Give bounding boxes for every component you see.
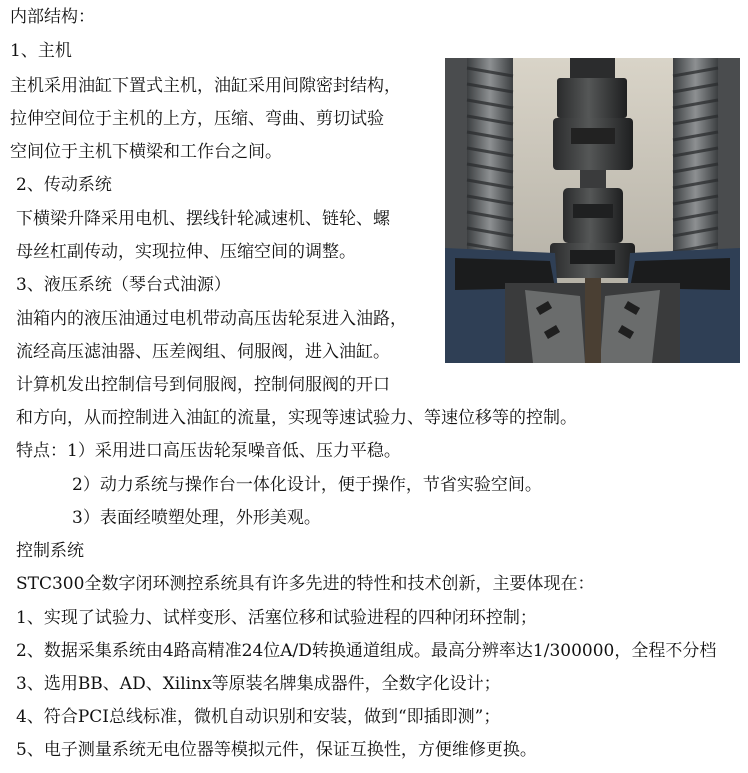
transmission-line-1: 下横梁升降采用电机、摆线针轮减速机、链轮、螺 <box>16 209 390 229</box>
hydraulic-line-4: 和方向，从而控制进入油缸的流量，实现等速试验力、等速位移等的控制。 <box>16 408 577 428</box>
control-item-4: 4、符合PCI总线标准，微机自动识别和安装，做到“即插即测”； <box>16 707 501 727</box>
main-machine-line-3: 空间位于主机下横梁和工作台之间。 <box>10 142 282 162</box>
hydraulic-line-3: 计算机发出控制信号到伺服阀，控制伺服阀的开口 <box>16 375 390 395</box>
control-item-5: 5、电子测量系统无电位器等模拟元件，保证互换性，方便维修更换。 <box>16 740 537 760</box>
intro-heading: 内部结构： <box>10 7 95 27</box>
testing-machine-photo-icon <box>445 58 740 363</box>
transmission-line-2: 母丝杠副传动，实现拉伸、压缩空间的调整。 <box>16 242 356 262</box>
hydraulic-feature-2: 2）动力系统与操作台一体化设计，便于操作，节省实验空间。 <box>72 475 542 495</box>
hydraulic-line-2: 流经高压滤油器、压差阀组、伺服阀，进入油缸。 <box>16 342 390 362</box>
section-heading-control: 控制系统 <box>16 541 84 561</box>
control-item-1: 1、实现了试验力、试样变形、活塞位移和试验进程的四种闭环控制； <box>16 608 537 628</box>
control-item-2: 2、数据采集系统由4路高精准24位A/D转换通道组成。最高分辨率达1/300000，全程不分档 <box>16 641 717 661</box>
main-machine-line-2: 拉伸空间位于主机的上方，压缩、弯曲、剪切试验 <box>10 109 384 129</box>
section-heading-transmission: 2、传动系统 <box>16 175 112 195</box>
section-heading-hydraulic: 3、液压系统（琴台式油源） <box>16 275 231 295</box>
control-item-3: 3、选用BB、AD、Xilinx等原装名牌集成器件，全数字化设计； <box>16 674 501 694</box>
section-heading-main-machine: 1、主机 <box>10 41 72 61</box>
hydraulic-line-1: 油箱内的液压油通过电机带动高压齿轮泵进入油路， <box>16 309 407 329</box>
hydraulic-feature-1: 特点：1）采用进口高压齿轮泵噪音低、压力平稳。 <box>16 441 401 461</box>
hydraulic-feature-3: 3）表面经喷塑处理，外形美观。 <box>72 508 321 528</box>
control-intro: STC300全数字闭环测控系统具有许多先进的特性和技术创新，主要体现在： <box>16 574 595 594</box>
main-machine-line-1: 主机采用油缸下置式主机，油缸采用间隙密封结构， <box>10 76 401 96</box>
